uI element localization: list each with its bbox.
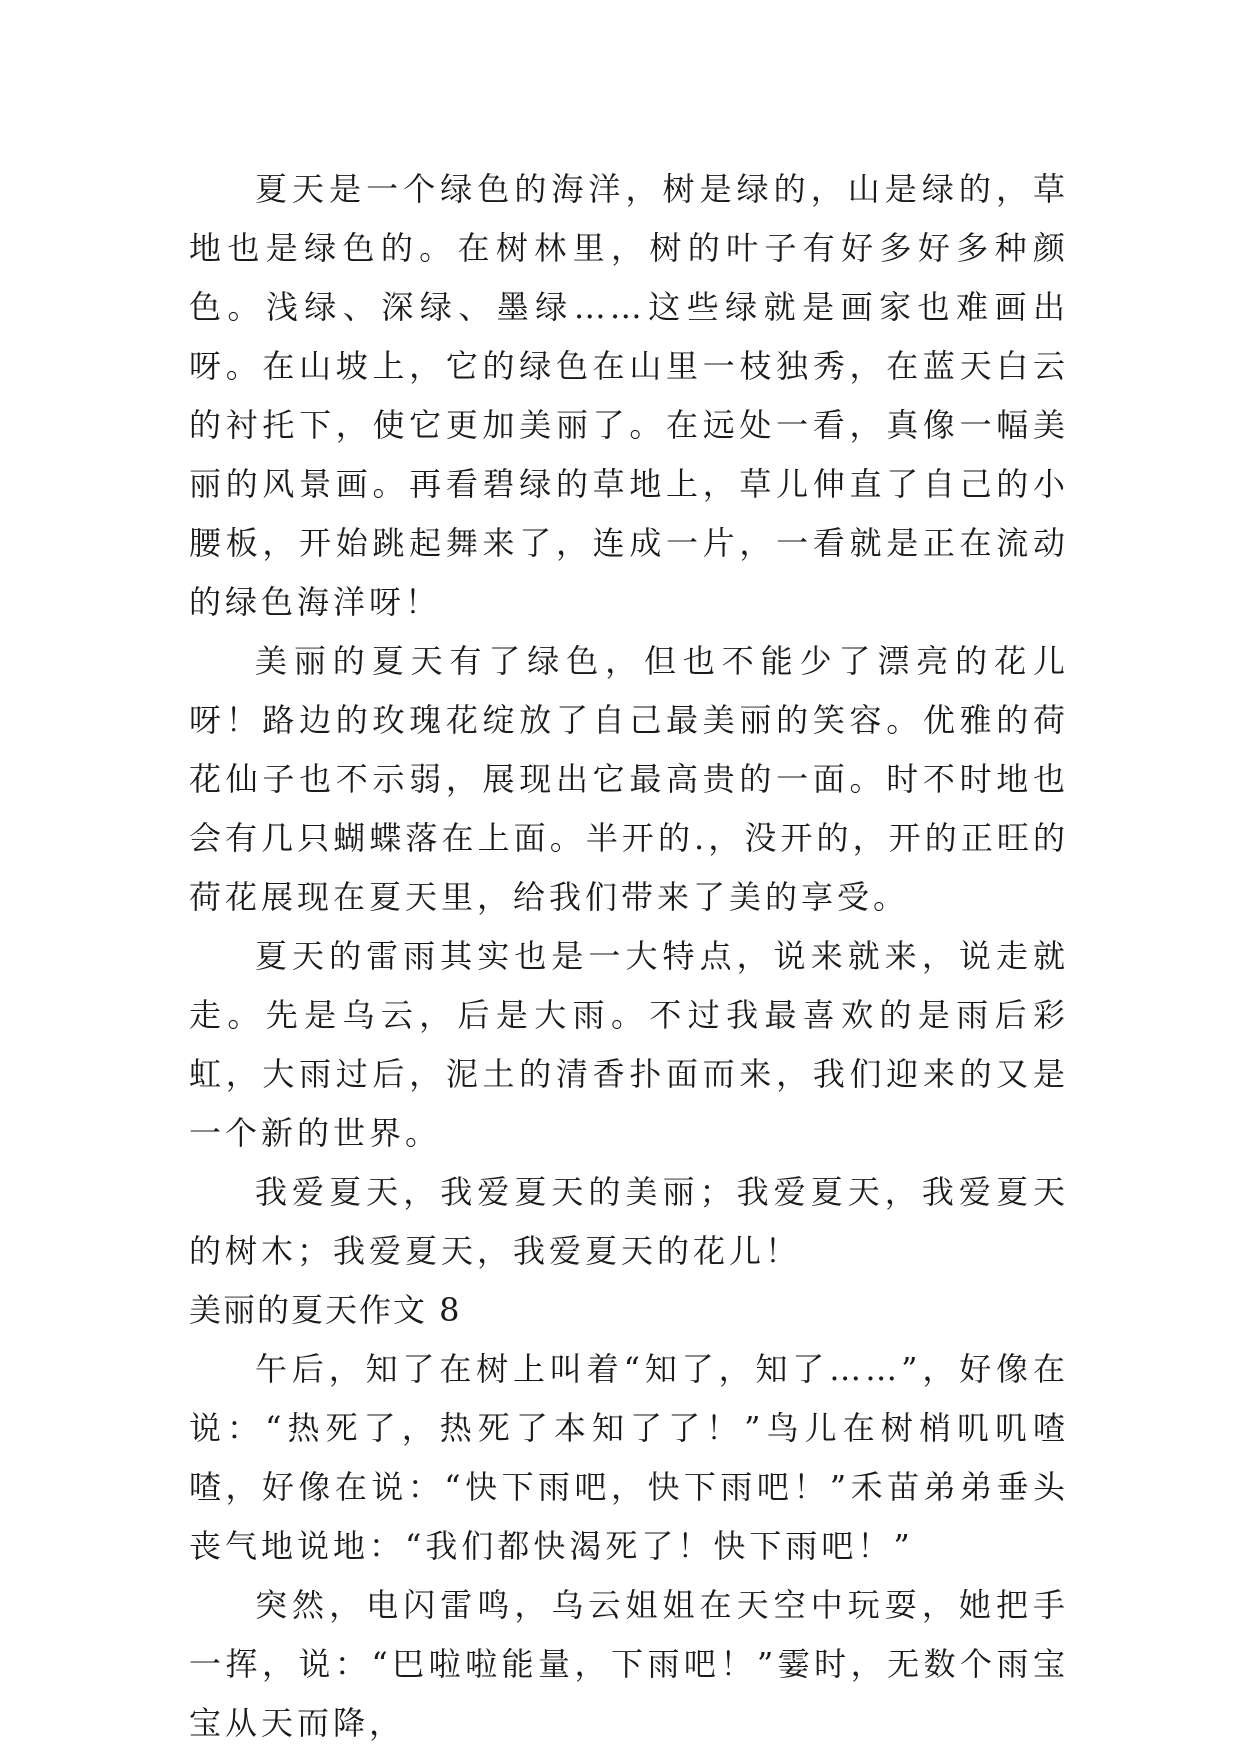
document-page <box>189 160 1069 1753</box>
paragraph-rain-begins: 突然，电闪雷鸣，乌云姐姐在天空中玩耍，她把手一挥，说：“巴啦啦能量，下雨吧！”霎时，无数个雨宝宝从天而降， <box>189 1586 1069 1742</box>
paragraph-thunderstorm: 夏天的雷雨其实也是一大特点，说来就来，说走就走。先是乌云，后是大雨。不过我最喜欢的是雨后彩虹，大雨过后，泥土的清香扑面而来，我们迎来的又是一个新的世界。 <box>189 937 1069 1152</box>
paragraph-flowers: 美丽的夏天有了绿色，但也不能少了漂亮的花儿呀！路边的玫瑰花绽放了自己最美丽的笑容。优雅的荷花仙子也不示弱，展现出它最高贵的一面。时不时地也会有几只蝴蝶落在上面。半开的.，没开的，开的正旺的荷花展现在夏天里，给我们带来了美的享受。 <box>189 642 1069 916</box>
section-title: 美丽的夏天作文 8 <box>189 1291 462 1329</box>
paragraph-love-summer: 我爱夏天，我爱夏天的美丽；我爱夏天，我爱夏天的树木；我爱夏天，我爱夏天的花儿！ <box>189 1173 1069 1270</box>
paragraph-green-ocean: 夏天是一个绿色的海洋，树是绿的，山是绿的，草地也是绿色的。在树林里，树的叶子有好多好多种颜色。浅绿、深绿、墨绿……这些绿就是画家也难画出呀。在山坡上，它的绿色在山里一枝独秀，在蓝天白云的衬托下，使它更加美丽了。在远处一看，真像一幅美丽的风景画。再看碧绿的草地上，草儿伸直了自己的小腰板，开始跳起舞来了，连成一片，一看就是正在流动的绿色海洋呀！ <box>189 170 1069 621</box>
paragraph-cicadas: 午后，知了在树上叫着“知了，知了……”，好像在说：“热死了，热死了本知了了！”鸟儿在树梢叽叽喳喳，好像在说：“快下雨吧，快下雨吧！”禾苗弟弟垂头丧气地说地：“我们都快渴死了！快下雨吧！” <box>189 1350 1069 1565</box>
